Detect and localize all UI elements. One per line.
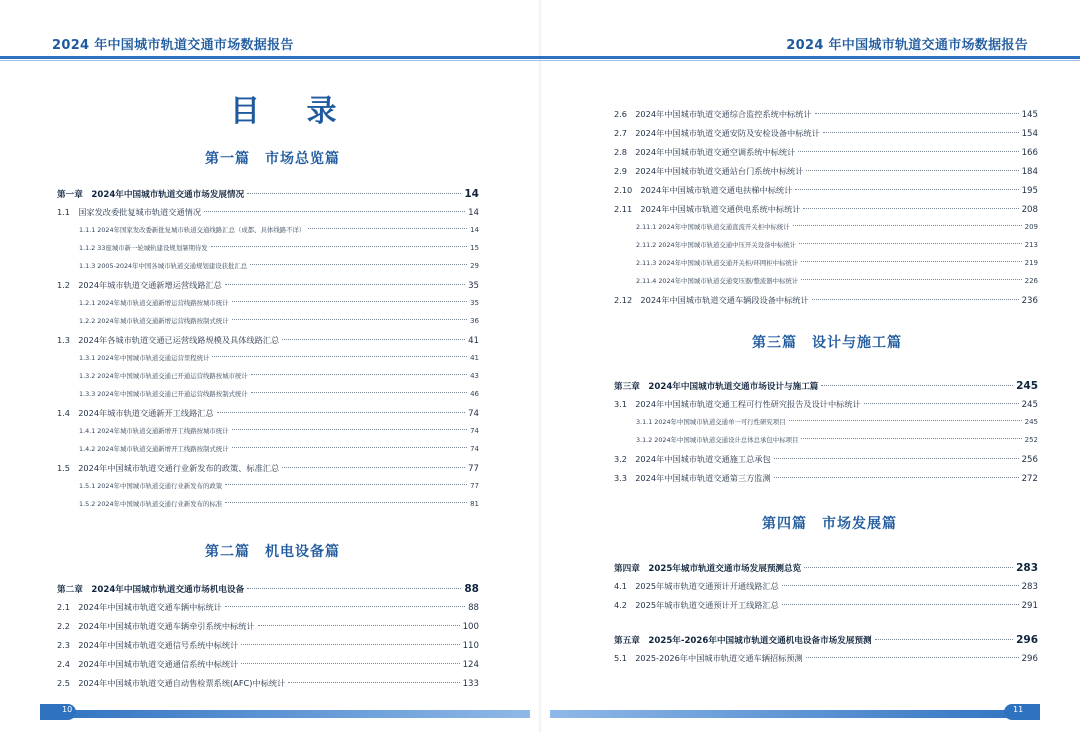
toc-entry-sub[interactable] — [636, 417, 1038, 426]
toc-entry-section[interactable] — [614, 295, 1038, 306]
toc-entry-label: 2.7 2024年中国城市轨道交通安防及安检设备中标统计 — [614, 128, 820, 138]
toc-entry-label: 1.1 国家发改委批复城市轨道交通情况 — [57, 207, 202, 217]
toc-entry-label: 3.3 2024年中国城市轨道交通第三方监测 — [614, 473, 771, 483]
toc-entry-page: 296 — [1016, 634, 1038, 646]
toc-leader-dots — [782, 585, 1019, 586]
toc-entry-sub[interactable] — [79, 298, 479, 307]
toc-entry-label: 5.1 2025-2026年中国城市轨道交通车辆招标预测 — [614, 653, 803, 663]
toc-entry-page: 74 — [468, 409, 479, 419]
toc-entry-section[interactable] — [57, 463, 479, 474]
toc-entry-page: 208 — [1021, 205, 1038, 215]
toc-entry-label: 2.6 2024年中国城市轨道交通综合监控系统中标统计 — [614, 109, 812, 119]
right-header-rule — [540, 56, 1080, 59]
toc-entry-page: 283 — [1021, 582, 1038, 592]
toc-entry-page: 41 — [470, 354, 479, 362]
left-header-rule-thin — [0, 60, 540, 61]
toc-entry-page: 133 — [462, 679, 479, 689]
toc-leader-dots — [250, 264, 467, 265]
toc-entry-section[interactable] — [614, 147, 1038, 158]
part-title-2: 第二篇 机电设备篇 — [205, 544, 340, 560]
toc-entry-page: 296 — [1021, 654, 1038, 664]
toc-entry-label: 2.10 2024年中国城市轨道交通电扶梯中标统计 — [614, 185, 793, 195]
toc-leader-dots — [232, 447, 467, 448]
toc-leader-dots — [795, 189, 1018, 190]
toc-entry-section[interactable] — [57, 621, 479, 632]
toc-entry-page: 226 — [1024, 277, 1038, 285]
toc-entry-page: 245 — [1016, 380, 1038, 392]
toc-entry-section[interactable] — [57, 659, 479, 670]
toc-entry-page: 14 — [468, 208, 479, 218]
toc-entry-page: 272 — [1021, 474, 1038, 484]
left-header-rule — [0, 56, 540, 59]
toc-leader-dots — [812, 299, 1019, 300]
toc-entry-page: 14 — [464, 188, 479, 200]
toc-leader-dots — [798, 151, 1018, 152]
toc-entry-page: 36 — [470, 317, 479, 325]
toc-leader-dots — [799, 243, 1022, 244]
toc-entry-label: 1.4 2024年城市轨道交通新开工线路汇总 — [57, 408, 214, 418]
right-page-number: 11 — [1013, 705, 1024, 714]
toc-entry-label: 2.9 2024年中国城市轨道交通站台门系统中标统计 — [614, 166, 804, 176]
toc-leader-dots — [232, 429, 467, 430]
toc-leader-dots — [801, 279, 1021, 280]
toc-entry-label: 第五章 2025年-2026年中国城市轨道交通机电设备市场发展预测 — [614, 636, 872, 646]
toc-entry-section[interactable] — [614, 653, 1038, 664]
toc-entry-page: 166 — [1021, 148, 1038, 158]
left-footer-bar — [40, 710, 530, 718]
part-title-4: 第四篇 市场发展篇 — [762, 516, 897, 532]
toc-entry-label: 4.1 2025年城市轨道交通预计开通线路汇总 — [614, 581, 779, 591]
toc-entry-label: 3.1.1 2024年中国城市轨道交通单一可行性研究项目 — [636, 418, 786, 426]
toc-entry-section[interactable] — [57, 280, 479, 291]
toc-leader-dots — [789, 420, 1022, 421]
toc-entry-sub[interactable] — [79, 499, 479, 508]
toc-entry-label: 1.5.2 2024年中国城市轨道交通行业新发布的标准 — [79, 500, 223, 508]
toc-entry-page: 124 — [462, 660, 479, 670]
toc-entry-sub[interactable] — [636, 276, 1038, 285]
toc-entry-label: 2.1 2024年中国城市轨道交通车辆中标统计 — [57, 602, 222, 612]
toc-entry-label: 1.2.2 2024年城市轨道交通新增运营线路按制式统计 — [79, 317, 229, 325]
toc-entry-section[interactable] — [614, 399, 1038, 410]
toc-entry-page: 81 — [470, 500, 479, 508]
toc-entry-sub[interactable] — [636, 435, 1038, 444]
toc-entry-chapter[interactable] — [57, 583, 479, 595]
toc-leader-dots — [793, 225, 1022, 226]
toc-leader-dots — [875, 639, 1013, 640]
toc-leader-dots — [247, 193, 461, 194]
toc-entry-page: 110 — [462, 641, 479, 651]
toc-leader-dots — [241, 663, 459, 664]
toc-entry-page: 195 — [1021, 186, 1038, 196]
toc-leader-dots — [806, 170, 1018, 171]
toc-leader-dots — [864, 403, 1019, 404]
toc-entry-label: 1.2 2024年城市轨道交通新增运营线路汇总 — [57, 280, 222, 290]
toc-leader-dots — [212, 356, 467, 357]
toc-entry-sub[interactable] — [79, 225, 479, 234]
toc-entry-page: 15 — [470, 244, 479, 252]
toc-entry-page: 219 — [1024, 259, 1038, 267]
right-header-rule-thin — [540, 60, 1080, 61]
toc-entry-page: 88 — [464, 583, 479, 595]
toc-leader-dots — [225, 284, 465, 285]
toc-leader-dots — [225, 484, 467, 485]
toc-entry-section[interactable] — [614, 109, 1038, 120]
toc-entry-label: 2.11 2024年中国城市轨道交通供电系统中标统计 — [614, 204, 801, 214]
toc-entry-sub[interactable] — [79, 261, 479, 270]
toc-entry-label: 1.1.3 2005-2024年中国各城市轨道交通规划建设获批汇总 — [79, 262, 248, 270]
toc-entry-section[interactable] — [57, 335, 479, 346]
toc-entry-section[interactable] — [57, 602, 479, 613]
toc-leader-dots — [232, 301, 467, 302]
toc-entry-page: 29 — [470, 262, 479, 270]
toc-entry-sub[interactable] — [79, 481, 479, 490]
right-footer-bar — [550, 710, 1040, 718]
toc-entry-section[interactable] — [614, 473, 1038, 484]
toc-entry-page: 283 — [1016, 562, 1038, 574]
toc-leader-dots — [774, 458, 1019, 459]
toc-entry-page: 291 — [1021, 601, 1038, 611]
left-page-number: 10 — [62, 705, 73, 714]
toc-entry-page: 43 — [470, 372, 479, 380]
toc-leader-dots — [282, 467, 465, 468]
toc-leader-dots — [247, 588, 461, 589]
toc-leader-dots — [308, 228, 467, 229]
toc-leader-dots — [804, 567, 1013, 568]
toc-entry-sub[interactable] — [79, 444, 479, 453]
toc-leader-dots — [782, 604, 1019, 605]
toc-entry-label: 第二章 2024年中国城市轨道交通市场机电设备 — [57, 585, 245, 595]
part-title-3: 第三篇 设计与施工篇 — [752, 335, 902, 351]
toc-entry-sub[interactable] — [79, 389, 479, 398]
toc-leader-dots — [225, 502, 467, 503]
toc-entry-page: 252 — [1024, 436, 1038, 444]
toc-leader-dots — [211, 246, 467, 247]
toc-entry-page: 77 — [470, 482, 479, 490]
toc-entry-sub[interactable] — [636, 258, 1038, 267]
toc-entry-label: 第四章 2025年城市轨道交通市场发展预测总览 — [614, 564, 802, 574]
toc-entry-page: 209 — [1024, 223, 1038, 231]
toc-leader-dots — [217, 412, 465, 413]
toc-leader-dots — [823, 132, 1019, 133]
toc-entry-label: 3.1 2024年中国城市轨道交通工程可行性研究报告及设计中标统计 — [614, 399, 861, 409]
left-header-title: 2024 年中国城市轨道交通市场数据报告 — [52, 38, 294, 53]
toc-leader-dots — [815, 113, 1019, 114]
toc-entry-section[interactable] — [57, 640, 479, 651]
toc-leader-dots — [225, 606, 465, 607]
toc-entry-sub[interactable] — [79, 426, 479, 435]
toc-entry-label: 1.5.1 2024年中国城市轨道交通行业新发布的政策 — [79, 482, 223, 490]
toc-leader-dots — [251, 392, 467, 393]
toc-leader-dots — [282, 339, 465, 340]
toc-entry-label: 3.2 2024年中国城市轨道交通施工总承包 — [614, 454, 771, 464]
toc-leader-dots — [204, 211, 465, 212]
toc-entry-page: 236 — [1021, 296, 1038, 306]
toc-entry-page: 256 — [1021, 455, 1038, 465]
toc-entry-label: 1.4.1 2024年城市轨道交通新增开工线路按城市统计 — [79, 427, 229, 435]
toc-leader-dots — [803, 208, 1018, 209]
toc-entry-page: 88 — [468, 603, 479, 613]
toc-entry-label: 1.3.3 2024年中国城市轨道交通已开通运营线路按制式统计 — [79, 390, 248, 398]
toc-entry-page: 46 — [470, 390, 479, 398]
toc-entry-label: 1.3.2 2024年中国城市轨道交通已开通运营线路按城市统计 — [79, 372, 248, 380]
toc-leader-dots — [232, 319, 467, 320]
toc-entry-chapter[interactable] — [614, 380, 1038, 392]
toc-entry-page: 100 — [462, 622, 479, 632]
toc-entry-sub[interactable] — [79, 353, 479, 362]
toc-entry-label: 第一章 2024年中国城市轨道交通市场发展情况 — [57, 190, 245, 200]
toc-entry-page: 74 — [470, 427, 479, 435]
toc-leader-dots — [258, 625, 460, 626]
toc-leader-dots — [806, 657, 1019, 658]
part-title-1: 第一篇 市场总览篇 — [205, 151, 340, 167]
toc-entry-section[interactable] — [614, 454, 1038, 465]
toc-entry-label: 4.2 2025年城市轨道交通预计开工线路汇总 — [614, 600, 779, 610]
toc-entry-label: 2.5 2024年中国城市轨道交通自动售检票系统(AFC)中标统计 — [57, 678, 286, 688]
toc-entry-section[interactable] — [57, 678, 479, 689]
toc-entry-section[interactable] — [614, 581, 1038, 592]
toc-entry-page: 213 — [1024, 241, 1038, 249]
toc-entry-section[interactable] — [614, 600, 1038, 611]
toc-entry-label: 1.4.2 2024年城市轨道交通新增开工线路按制式统计 — [79, 445, 229, 453]
toc-leader-dots — [821, 385, 1013, 386]
toc-title: 目 录 — [230, 94, 355, 129]
toc-entry-label: 2.11.1 2024年中国城市轨道交通直流开关柜中标统计 — [636, 223, 790, 231]
toc-entry-label: 2.11.4 2024年中国城市轨道交通变压器/整流器中标统计 — [636, 277, 799, 285]
toc-entry-sub[interactable] — [79, 316, 479, 325]
toc-leader-dots — [801, 261, 1021, 262]
toc-entry-page: 35 — [468, 281, 479, 291]
toc-leader-dots — [251, 374, 467, 375]
toc-entry-page: 245 — [1024, 418, 1038, 426]
toc-entry-section[interactable] — [614, 166, 1038, 177]
toc-entry-page: 245 — [1021, 400, 1038, 410]
toc-entry-page: 77 — [468, 464, 479, 474]
toc-leader-dots — [241, 644, 459, 645]
toc-entry-label: 1.3 2024年各城市轨道交通已运营线路规模及具体线路汇总 — [57, 335, 280, 345]
toc-entry-label: 2.12 2024年中国城市轨道交通车辆段设备中标统计 — [614, 295, 809, 305]
toc-entry-chapter[interactable] — [57, 188, 479, 200]
toc-entry-section[interactable] — [57, 408, 479, 419]
toc-entry-label: 1.2.1 2024年城市轨道交通新增运营线路按城市统计 — [79, 299, 229, 307]
toc-entry-label: 第三章 2024年中国城市轨道交通市场设计与施工篇 — [614, 382, 819, 392]
toc-entry-page: 154 — [1021, 129, 1038, 139]
toc-entry-page: 145 — [1021, 110, 1038, 120]
right-header-title: 2024 年中国城市轨道交通市场数据报告 — [786, 38, 1028, 53]
toc-leader-dots — [801, 438, 1021, 439]
toc-entry-section[interactable] — [614, 185, 1038, 196]
toc-entry-label: 3.1.2 2024年中国城市轨道交通设计总体总承包中标项目 — [636, 436, 799, 444]
toc-entry-label: 2.11.3 2024年中国城市轨道交通开关柜/环网柜中标统计 — [636, 259, 799, 267]
toc-entry-section[interactable] — [614, 128, 1038, 139]
toc-entry-chapter[interactable] — [614, 634, 1038, 646]
toc-entry-label: 2.4 2024年中国城市轨道交通通信系统中标统计 — [57, 659, 239, 669]
toc-entry-section[interactable] — [614, 204, 1038, 215]
toc-entry-label: 2.3 2024年中国城市轨道交通信号系统中标统计 — [57, 640, 239, 650]
toc-entry-sub[interactable] — [636, 222, 1038, 231]
toc-entry-sub[interactable] — [79, 243, 479, 252]
toc-entry-page: 35 — [470, 299, 479, 307]
toc-entry-page: 74 — [470, 445, 479, 453]
toc-entry-page: 41 — [468, 336, 479, 346]
toc-entry-page: 14 — [470, 226, 479, 234]
toc-entry-sub[interactable] — [79, 371, 479, 380]
toc-entry-section[interactable] — [57, 207, 479, 218]
toc-entry-label: 1.3.1 2024年中国城市轨道交通运营里程统计 — [79, 354, 210, 362]
toc-entry-label: 2.11.2 2024年中国城市轨道交通中压开关设备中标统计 — [636, 241, 797, 249]
toc-entry-label: 2.2 2024年中国城市轨道交通车辆牵引系统中标统计 — [57, 621, 255, 631]
toc-entry-label: 2.8 2024年中国城市轨道交通空调系统中标统计 — [614, 147, 796, 157]
toc-entry-sub[interactable] — [636, 240, 1038, 249]
toc-entry-label: 1.1.1 2024年国家发改委新批复城市轨道交通线路汇总（成都、具体线路不详） — [79, 226, 306, 234]
toc-leader-dots — [774, 477, 1019, 478]
toc-entry-label: 1.5 2024年中国城市轨道交通行业新发布的政策、标准汇总 — [57, 463, 280, 473]
toc-entry-label: 1.1.2 33座城市新一轮城轨建设规划暑期待发 — [79, 244, 208, 252]
toc-entry-page: 184 — [1021, 167, 1038, 177]
right-page — [540, 0, 1080, 732]
toc-entry-chapter[interactable] — [614, 562, 1038, 574]
toc-leader-dots — [288, 682, 459, 683]
